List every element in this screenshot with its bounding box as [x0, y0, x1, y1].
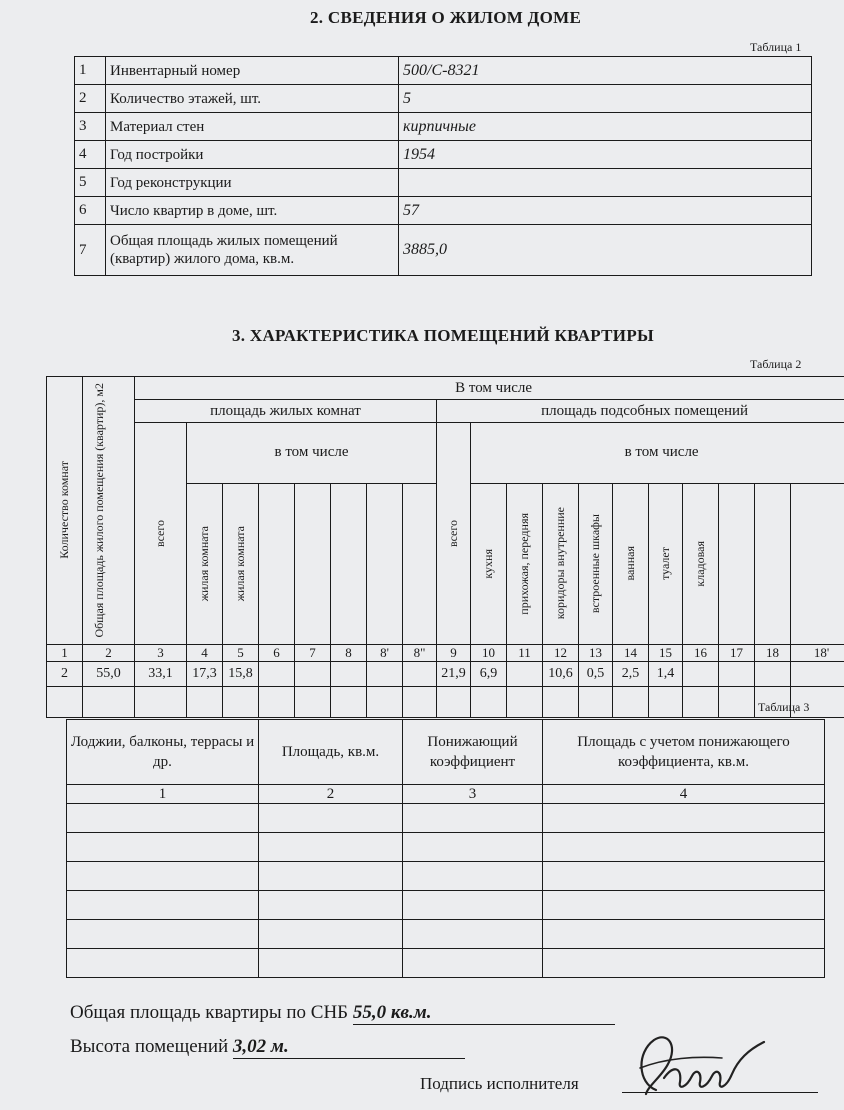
col-number: 11 [507, 644, 543, 661]
table-row [75, 57, 812, 85]
col-number: 16 [683, 644, 719, 661]
column-numbers-row [47, 644, 844, 661]
col-coefficient-header: Понижающий коэффициент [403, 720, 543, 785]
col-toilet-label: туалет [658, 547, 672, 580]
col-aux-all-label: всего [446, 519, 460, 547]
col-kitchen-header [471, 483, 507, 644]
col-toilet-header [649, 483, 683, 644]
aux-area-header: площадь подсобных помещений [437, 400, 844, 423]
data-cell [331, 661, 367, 686]
row-number: 4 [75, 141, 106, 169]
data-cell: 2,5 [613, 661, 649, 686]
table-row [67, 920, 825, 949]
col-storage-label: кладовая [693, 540, 707, 587]
table-row [75, 225, 812, 276]
col-number: 8' [367, 644, 403, 661]
data-cell: 55,0 [83, 661, 135, 686]
row-value: кирпичные [399, 113, 812, 141]
table-row [67, 804, 825, 833]
header-row-2 [47, 400, 844, 423]
data-cell [719, 661, 755, 686]
row-label: Общая площадь жилых помещений (квартир) жилого дома, кв.м. [106, 225, 399, 276]
row-value: 57 [399, 197, 812, 225]
col-number: 18 [755, 644, 791, 661]
data-cell [683, 661, 719, 686]
header-row-3 [47, 423, 844, 484]
col-total-label: Общая площадь жилого помещения (квартир), м2 [91, 383, 106, 638]
col-number: 12 [543, 644, 579, 661]
row-value [399, 169, 812, 197]
in-total-header: В том числе [135, 377, 844, 400]
col-number: 5 [223, 644, 259, 661]
data-cell: 0,5 [579, 661, 613, 686]
including-living-header: в том числе [187, 423, 437, 484]
empty-header [259, 483, 295, 644]
section2-heading: 2. СВЕДЕНИЯ О ЖИЛОМ ДОМЕ [310, 8, 582, 27]
row-label: Год реконструкции [106, 169, 399, 197]
col-number: 1 [67, 785, 259, 804]
data-cell [755, 661, 791, 686]
header-row [67, 720, 825, 785]
row-value: 500/С-8321 [399, 57, 812, 85]
row-label: Количество этажей, шт. [106, 85, 399, 113]
data-cell [791, 661, 844, 686]
row-number: 7 [75, 225, 106, 276]
col-number: 14 [613, 644, 649, 661]
col-corridors-label: коридоры внутренние [553, 507, 567, 620]
col-hall-label: прихожая, передняя [517, 512, 531, 615]
table-row [75, 85, 812, 113]
col-adjusted-area-header: Площадь с учетом понижающего коэффициента, кв.м. [543, 720, 825, 785]
signature-scribble [626, 1028, 776, 1103]
empty-header [403, 483, 437, 644]
row-number: 6 [75, 197, 106, 225]
col-number: 6 [259, 644, 295, 661]
row-number: 5 [75, 169, 106, 197]
col-number: 8" [403, 644, 437, 661]
data-cell: 17,3 [187, 661, 223, 686]
row-label: Инвентарный номер [106, 57, 399, 85]
table3-caption: Таблица 3 [758, 700, 810, 714]
total-area-value: 55,0 кв.м. [353, 1002, 615, 1025]
col-living-all-header [135, 423, 187, 645]
col-number: 3 [403, 785, 543, 804]
data-cell: 21,9 [437, 661, 471, 686]
col-living-2-header [223, 483, 259, 644]
data-cell: 10,6 [543, 661, 579, 686]
table2-caption: Таблица 2 [750, 357, 802, 371]
col-number: 9 [437, 644, 471, 661]
empty-header [295, 483, 331, 644]
col-total-header [83, 377, 135, 645]
apartment-rooms-table [46, 376, 844, 718]
table-row [47, 686, 844, 717]
col-bath-label: ванная [623, 546, 637, 581]
col-number: 1 [47, 644, 83, 661]
empty-header [719, 483, 755, 644]
col-balconies-header: Лоджии, балконы, террасы и др. [67, 720, 259, 785]
house-info-table [74, 56, 812, 276]
empty-header [367, 483, 403, 644]
ceiling-height-line [70, 1036, 465, 1059]
row-label: Год постройки [106, 141, 399, 169]
data-cell: 1,4 [649, 661, 683, 686]
col-number: 3 [135, 644, 187, 661]
data-cell: 6,9 [471, 661, 507, 686]
data-cell [507, 661, 543, 686]
col-number: 2 [259, 785, 403, 804]
table-row [75, 141, 812, 169]
table-row [75, 113, 812, 141]
living-area-header: площадь жилых комнат [135, 400, 437, 423]
data-cell: 2 [47, 661, 83, 686]
col-closets-label: встроенные шкафы [588, 514, 602, 614]
col-number: 4 [543, 785, 825, 804]
col-number: 13 [579, 644, 613, 661]
empty-header [331, 483, 367, 644]
table1-caption: Таблица 1 [750, 40, 802, 54]
data-cell: 33,1 [135, 661, 187, 686]
col-living-2-label: жилая комната [233, 525, 247, 602]
header-row-1 [47, 377, 844, 400]
col-aux-all-header [437, 423, 471, 645]
table-row [67, 862, 825, 891]
section3-heading: 3. ХАРАКТЕРИСТИКА ПОМЕЩЕНИЙ КВАРТИРЫ [232, 326, 655, 345]
data-cell [403, 661, 437, 686]
table-row [47, 661, 844, 686]
table-row [67, 833, 825, 862]
empty-header [791, 483, 844, 644]
including-aux-header: в том числе [471, 423, 844, 484]
row-number: 1 [75, 57, 106, 85]
col-bath-header [613, 483, 649, 644]
col-area-header: Площадь, кв.м. [259, 720, 403, 785]
col-number: 8 [331, 644, 367, 661]
col-number: 10 [471, 644, 507, 661]
row-value: 3885,0 [399, 225, 812, 276]
data-cell [295, 661, 331, 686]
data-cell: 15,8 [223, 661, 259, 686]
col-living-1-label: жилая комната [197, 525, 211, 602]
total-area-line [70, 1002, 615, 1025]
col-living-1-header [187, 483, 223, 644]
row-number: 2 [75, 85, 106, 113]
col-number: 18' [791, 644, 844, 661]
ceiling-height-label: Высота помещений [70, 1036, 229, 1057]
col-storage-header [683, 483, 719, 644]
col-corridors-header [543, 483, 579, 644]
total-area-label: Общая площадь квартиры по СНБ [70, 1002, 349, 1023]
data-cell [259, 661, 295, 686]
ceiling-height-value: 3,02 м. [233, 1036, 465, 1059]
data-cell [367, 661, 403, 686]
row-label: Число квартир в доме, шт. [106, 197, 399, 225]
col-number: 7 [295, 644, 331, 661]
col-number: 17 [719, 644, 755, 661]
row-value: 1954 [399, 141, 812, 169]
table-row [67, 891, 825, 920]
col-number: 15 [649, 644, 683, 661]
table-row [75, 197, 812, 225]
balconies-table [66, 719, 825, 978]
table-row [75, 169, 812, 197]
col-rooms-label: Количество комнат [57, 461, 71, 560]
table-row [67, 949, 825, 978]
col-hall-header [507, 483, 543, 644]
col-closets-header [579, 483, 613, 644]
row-label: Материал стен [106, 113, 399, 141]
empty-header [755, 483, 791, 644]
row-number: 3 [75, 113, 106, 141]
col-rooms-header [47, 377, 83, 645]
signature-label: Подпись исполнителя [420, 1074, 579, 1093]
column-numbers-row [67, 785, 825, 804]
col-number: 4 [187, 644, 223, 661]
col-kitchen-label: кухня [481, 548, 495, 579]
col-living-all-label: всего [153, 519, 167, 547]
col-number: 2 [83, 644, 135, 661]
row-value: 5 [399, 85, 812, 113]
